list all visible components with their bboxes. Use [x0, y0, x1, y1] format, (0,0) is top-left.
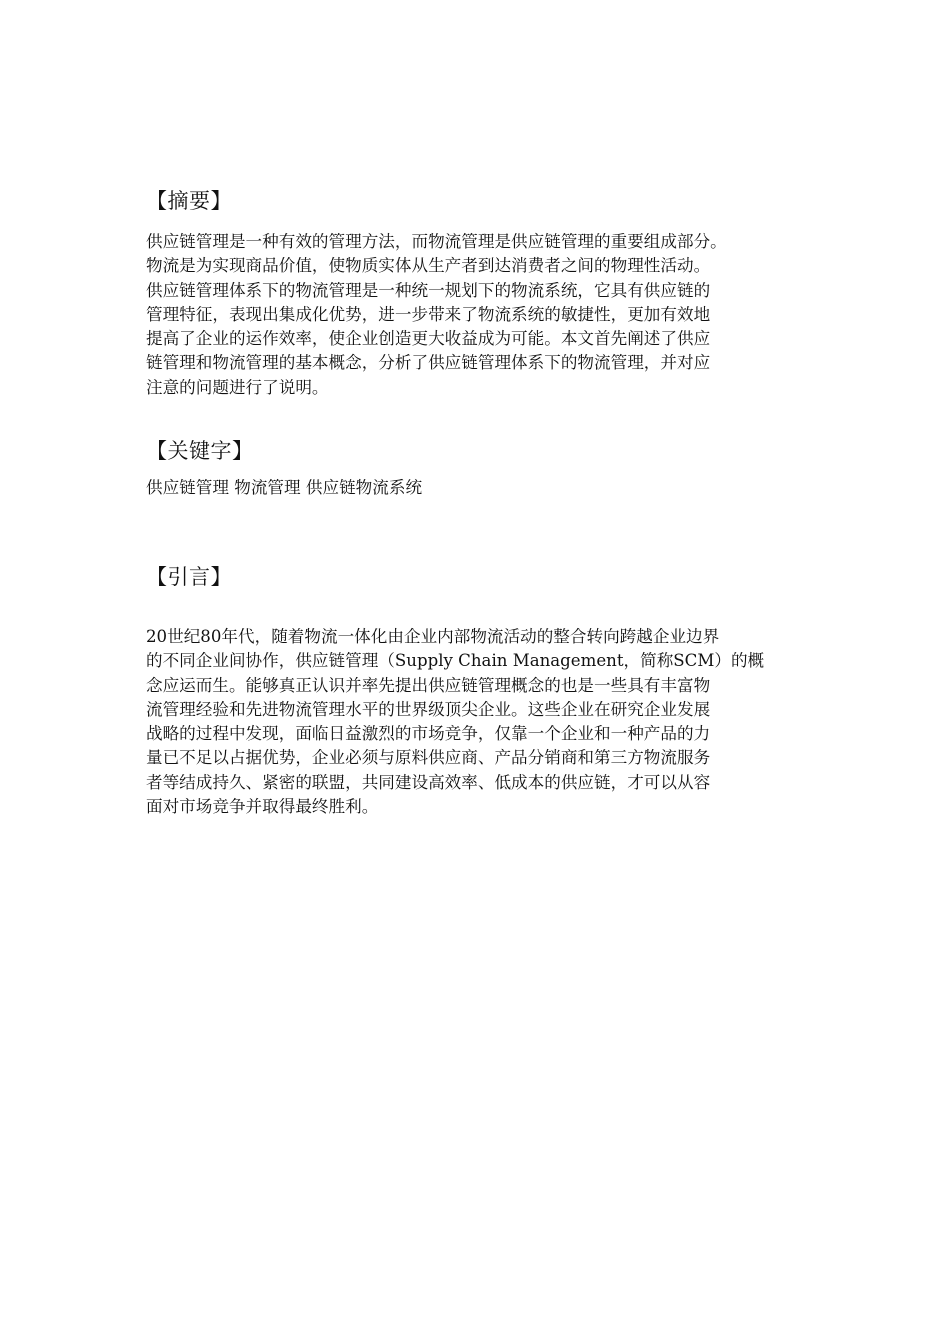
introduction-heading: 【引言】: [146, 565, 232, 589]
abstract-paragraph: [146, 230, 826, 400]
introduction-paragraph: [146, 625, 826, 819]
introduction-line: 量已不足以占据优势，企业必须与原料供应商、产品分销商和第三方物流服务: [146, 748, 711, 768]
keywords-paragraph: [146, 476, 826, 500]
introduction-line: 面对市场竞争并取得最终胜利。: [146, 797, 379, 817]
abstract-line: 供应链管理是一种有效的管理方法，而物流管理是供应链管理的重要组成部分。: [146, 232, 727, 251]
keywords-heading: 【关键字】: [146, 439, 254, 463]
keywords-text: 供应链管理 物流管理 供应链物流系统: [146, 478, 423, 497]
introduction-line: 流管理经验和先进物流管理水平的世界级顶尖企业。这些企业在研究企业发展: [146, 699, 711, 719]
abstract-line: 注意的问题进行了说明。: [146, 377, 329, 397]
introduction-line: 战略的过程中发现，面临日益激烈的市场竞争，仅靠一个企业和一种产品的力: [146, 724, 711, 744]
abstract-line: 物流是为实现商品价值，使物质实体从生产者到达消费者之间的物理性活动。: [146, 256, 711, 276]
introduction-line: 20世纪80年代，随着物流一体化由企业内部物流活动的整合转向跨越企业边界: [146, 627, 720, 646]
introduction-line: 的不同企业间协作，供应链管理（Supply Chain Management，简称SCM）的概: [146, 651, 765, 671]
abstract-line: 链管理和物流管理的基本概念，分析了供应链管理体系下的物流管理，并对应: [146, 353, 711, 373]
introduction-line: 念应运而生。能够真正认识并率先提出供应链管理概念的也是一些具有丰富物: [146, 675, 711, 695]
abstract-heading: 【摘要】: [146, 189, 232, 213]
introduction-line: 者等结成持久、紧密的联盟，共同建设高效率、低成本的供应链，才可以从容: [146, 772, 711, 792]
abstract-line: 供应链管理体系下的物流管理是一种统一规划下的物流系统，它具有供应链的: [146, 280, 711, 300]
abstract-line: 管理特征，表现出集成化优势，进一步带来了物流系统的敏捷性，更加有效地: [146, 304, 711, 324]
abstract-line: 提高了企业的运作效率，使企业创造更大收益成为可能。本文首先阐述了供应: [146, 329, 711, 349]
